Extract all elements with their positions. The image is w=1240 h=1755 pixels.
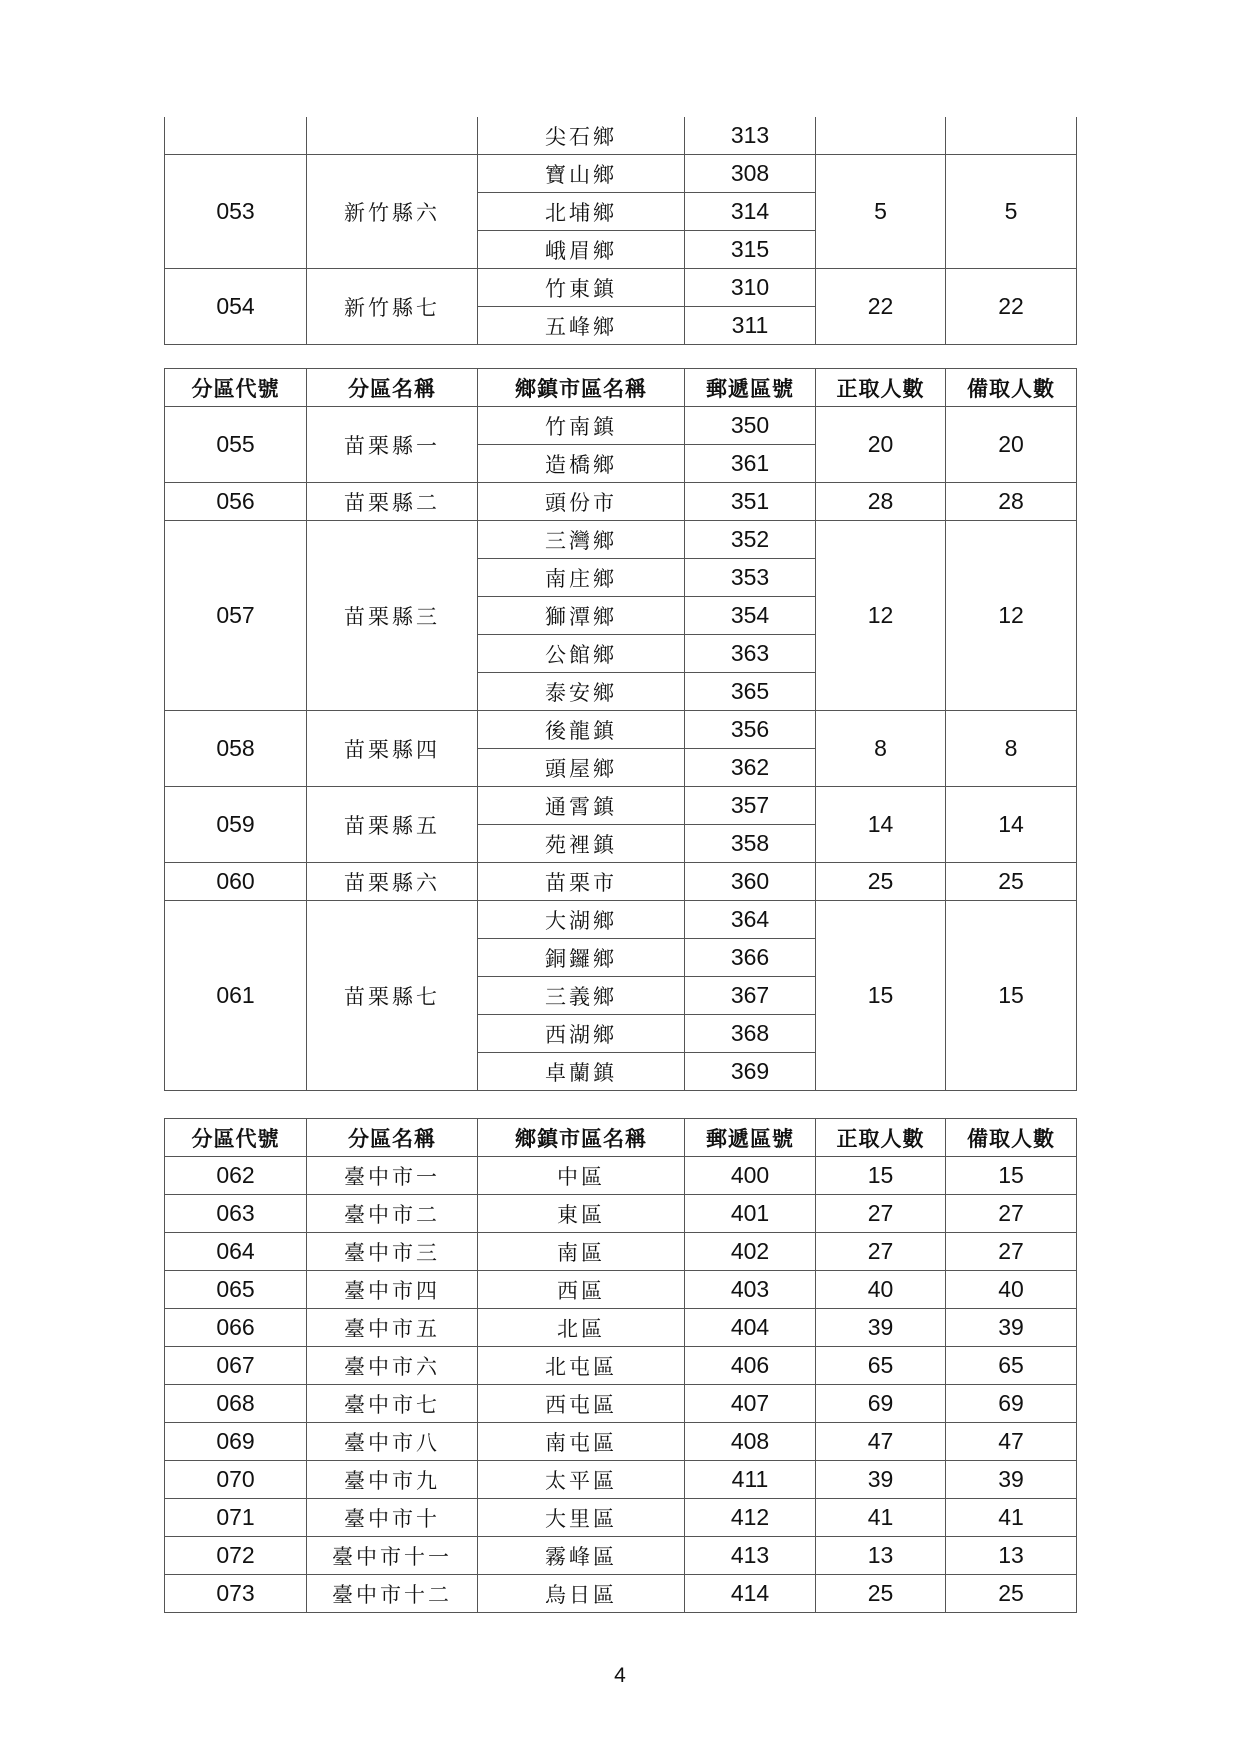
header-zip-code: 郵遞區號	[685, 369, 816, 407]
zip-code: 315	[685, 231, 816, 269]
district-name: 新竹縣六	[307, 155, 478, 269]
reserve-count: 15	[946, 1157, 1077, 1195]
table-row	[165, 1385, 1077, 1423]
reserve-count: 25	[946, 1575, 1077, 1613]
admit-count: 25	[816, 863, 946, 901]
district-code: 056	[165, 483, 307, 521]
header-reserve-count: 備取人數	[946, 369, 1077, 407]
zip-code: 404	[685, 1309, 816, 1347]
reserve-count: 25	[946, 863, 1077, 901]
zip-code: 411	[685, 1461, 816, 1499]
admit-count: 40	[816, 1271, 946, 1309]
district-code: 059	[165, 787, 307, 863]
township-name: 公館鄉	[478, 635, 685, 673]
zip-code: 362	[685, 749, 816, 787]
zip-code: 352	[685, 521, 816, 559]
zip-code: 356	[685, 711, 816, 749]
township-name: 北區	[478, 1309, 685, 1347]
zip-code: 364	[685, 901, 816, 939]
district-name: 苗栗縣二	[307, 483, 478, 521]
district-code	[165, 117, 307, 155]
admit-count: 28	[816, 483, 946, 521]
township-name: 太平區	[478, 1461, 685, 1499]
district-name: 苗栗縣四	[307, 711, 478, 787]
township-name: 南庄鄉	[478, 559, 685, 597]
district-name: 臺中市九	[307, 1461, 478, 1499]
admit-count: 39	[816, 1461, 946, 1499]
district-code: 067	[165, 1347, 307, 1385]
township-name: 尖石鄉	[478, 117, 685, 155]
zip-code: 314	[685, 193, 816, 231]
table-row	[165, 863, 1077, 901]
zip-code: 368	[685, 1015, 816, 1053]
district-code: 072	[165, 1537, 307, 1575]
admit-count: 65	[816, 1347, 946, 1385]
header-township-name: 鄉鎮市區名稱	[478, 1119, 685, 1157]
header-district-code: 分區代號	[165, 1119, 307, 1157]
reserve-count: 22	[946, 269, 1077, 345]
header-district-code: 分區代號	[165, 369, 307, 407]
district-name: 臺中市十一	[307, 1537, 478, 1575]
district-name: 苗栗縣三	[307, 521, 478, 711]
reserve-count: 40	[946, 1271, 1077, 1309]
township-name: 南屯區	[478, 1423, 685, 1461]
township-name: 通霄鎮	[478, 787, 685, 825]
township-name: 大湖鄉	[478, 901, 685, 939]
township-name: 三義鄉	[478, 977, 685, 1015]
header-reserve-count: 備取人數	[946, 1119, 1077, 1157]
zip-code: 367	[685, 977, 816, 1015]
admit-count: 13	[816, 1537, 946, 1575]
header-township-name: 鄉鎮市區名稱	[478, 369, 685, 407]
admit-count: 5	[816, 155, 946, 269]
table-row	[165, 407, 1077, 445]
reserve-count: 13	[946, 1537, 1077, 1575]
township-name: 西屯區	[478, 1385, 685, 1423]
zip-code: 358	[685, 825, 816, 863]
district-name: 臺中市七	[307, 1385, 478, 1423]
table-row	[165, 901, 1077, 939]
township-name: 峨眉鄉	[478, 231, 685, 269]
zip-code: 407	[685, 1385, 816, 1423]
township-name: 北屯區	[478, 1347, 685, 1385]
township-name: 後龍鎮	[478, 711, 685, 749]
district-code: 073	[165, 1575, 307, 1613]
district-code: 054	[165, 269, 307, 345]
district-name: 臺中市六	[307, 1347, 478, 1385]
table-row	[165, 1271, 1077, 1309]
admit-count: 12	[816, 521, 946, 711]
table-row	[165, 1423, 1077, 1461]
zip-code: 414	[685, 1575, 816, 1613]
reserve-count: 39	[946, 1309, 1077, 1347]
township-name: 西區	[478, 1271, 685, 1309]
district-name: 苗栗縣一	[307, 407, 478, 483]
district-code: 062	[165, 1157, 307, 1195]
admit-count: 8	[816, 711, 946, 787]
township-name: 中區	[478, 1157, 685, 1195]
township-name: 苗栗市	[478, 863, 685, 901]
township-name: 北埔鄉	[478, 193, 685, 231]
header-zip-code: 郵遞區號	[685, 1119, 816, 1157]
table-row	[165, 521, 1077, 559]
reserve-count: 8	[946, 711, 1077, 787]
township-name: 泰安鄉	[478, 673, 685, 711]
reserve-count	[946, 117, 1077, 155]
district-code: 060	[165, 863, 307, 901]
table-row	[165, 1575, 1077, 1613]
admit-count: 47	[816, 1423, 946, 1461]
table-row	[165, 117, 1077, 155]
district-code: 071	[165, 1499, 307, 1537]
reserve-count: 14	[946, 787, 1077, 863]
zip-code: 313	[685, 117, 816, 155]
reserve-count: 65	[946, 1347, 1077, 1385]
table-row	[165, 1499, 1077, 1537]
township-name: 頭屋鄉	[478, 749, 685, 787]
quota-table-miaoli	[164, 368, 1077, 1091]
quota-table-continued	[164, 117, 1077, 345]
zip-code: 400	[685, 1157, 816, 1195]
reserve-count: 41	[946, 1499, 1077, 1537]
zip-code: 365	[685, 673, 816, 711]
zip-code: 308	[685, 155, 816, 193]
zip-code: 369	[685, 1053, 816, 1091]
township-name: 獅潭鄉	[478, 597, 685, 635]
zip-code: 361	[685, 445, 816, 483]
district-code: 061	[165, 901, 307, 1091]
zip-code: 360	[685, 863, 816, 901]
zip-code: 354	[685, 597, 816, 635]
table-row	[165, 1157, 1077, 1195]
district-name: 臺中市八	[307, 1423, 478, 1461]
township-name: 霧峰區	[478, 1537, 685, 1575]
zip-code: 406	[685, 1347, 816, 1385]
zip-code: 353	[685, 559, 816, 597]
reserve-count: 47	[946, 1423, 1077, 1461]
admit-count: 69	[816, 1385, 946, 1423]
admit-count: 41	[816, 1499, 946, 1537]
header-district-name: 分區名稱	[307, 369, 478, 407]
township-name: 三灣鄉	[478, 521, 685, 559]
district-code: 064	[165, 1233, 307, 1271]
reserve-count: 27	[946, 1195, 1077, 1233]
table-row	[165, 155, 1077, 193]
district-name: 臺中市五	[307, 1309, 478, 1347]
quota-table-taichung	[164, 1118, 1077, 1613]
reserve-count: 5	[946, 155, 1077, 269]
district-code: 065	[165, 1271, 307, 1309]
admit-count: 27	[816, 1195, 946, 1233]
zip-code: 412	[685, 1499, 816, 1537]
table-row	[165, 1309, 1077, 1347]
district-name: 臺中市二	[307, 1195, 478, 1233]
reserve-count: 15	[946, 901, 1077, 1091]
reserve-count: 12	[946, 521, 1077, 711]
zip-code: 363	[685, 635, 816, 673]
page-number: 4	[614, 1664, 626, 1687]
district-name: 臺中市三	[307, 1233, 478, 1271]
table-header-row	[165, 369, 1077, 407]
zip-code: 413	[685, 1537, 816, 1575]
zip-code: 403	[685, 1271, 816, 1309]
township-name: 銅鑼鄉	[478, 939, 685, 977]
zip-code: 366	[685, 939, 816, 977]
district-code: 057	[165, 521, 307, 711]
district-name	[307, 117, 478, 155]
table-header-row	[165, 1119, 1077, 1157]
table-row	[165, 1537, 1077, 1575]
header-district-name: 分區名稱	[307, 1119, 478, 1157]
admit-count	[816, 117, 946, 155]
district-code: 068	[165, 1385, 307, 1423]
zip-code: 402	[685, 1233, 816, 1271]
district-name: 臺中市一	[307, 1157, 478, 1195]
district-code: 063	[165, 1195, 307, 1233]
admit-count: 27	[816, 1233, 946, 1271]
table-row	[165, 1233, 1077, 1271]
admit-count: 25	[816, 1575, 946, 1613]
district-name: 苗栗縣六	[307, 863, 478, 901]
district-name: 臺中市十	[307, 1499, 478, 1537]
reserve-count: 28	[946, 483, 1077, 521]
township-name: 苑裡鎮	[478, 825, 685, 863]
township-name: 西湖鄉	[478, 1015, 685, 1053]
zip-code: 351	[685, 483, 816, 521]
district-code: 069	[165, 1423, 307, 1461]
township-name: 造橋鄉	[478, 445, 685, 483]
district-code: 055	[165, 407, 307, 483]
zip-code: 357	[685, 787, 816, 825]
table-row	[165, 1347, 1077, 1385]
reserve-count: 69	[946, 1385, 1077, 1423]
header-admit-count: 正取人數	[816, 369, 946, 407]
district-name: 臺中市四	[307, 1271, 478, 1309]
table-row	[165, 1195, 1077, 1233]
zip-code: 408	[685, 1423, 816, 1461]
header-admit-count: 正取人數	[816, 1119, 946, 1157]
township-name: 大里區	[478, 1499, 685, 1537]
district-code: 066	[165, 1309, 307, 1347]
reserve-count: 39	[946, 1461, 1077, 1499]
reserve-count: 27	[946, 1233, 1077, 1271]
township-name: 烏日區	[478, 1575, 685, 1613]
admit-count: 15	[816, 901, 946, 1091]
admit-count: 20	[816, 407, 946, 483]
district-code: 058	[165, 711, 307, 787]
admit-count: 15	[816, 1157, 946, 1195]
table-row	[165, 269, 1077, 307]
township-name: 東區	[478, 1195, 685, 1233]
district-code: 070	[165, 1461, 307, 1499]
table-row	[165, 1461, 1077, 1499]
zip-code: 311	[685, 307, 816, 345]
township-name: 卓蘭鎮	[478, 1053, 685, 1091]
district-name: 苗栗縣五	[307, 787, 478, 863]
table-row	[165, 483, 1077, 521]
admit-count: 14	[816, 787, 946, 863]
district-name: 新竹縣七	[307, 269, 478, 345]
zip-code: 350	[685, 407, 816, 445]
township-name: 南區	[478, 1233, 685, 1271]
admit-count: 39	[816, 1309, 946, 1347]
table-row	[165, 711, 1077, 749]
table-row	[165, 787, 1077, 825]
district-name: 苗栗縣七	[307, 901, 478, 1091]
district-name: 臺中市十二	[307, 1575, 478, 1613]
township-name: 五峰鄉	[478, 307, 685, 345]
township-name: 頭份市	[478, 483, 685, 521]
township-name: 竹東鎮	[478, 269, 685, 307]
district-code: 053	[165, 155, 307, 269]
reserve-count: 20	[946, 407, 1077, 483]
township-name: 寶山鄉	[478, 155, 685, 193]
zip-code: 310	[685, 269, 816, 307]
zip-code: 401	[685, 1195, 816, 1233]
admit-count: 22	[816, 269, 946, 345]
township-name: 竹南鎮	[478, 407, 685, 445]
